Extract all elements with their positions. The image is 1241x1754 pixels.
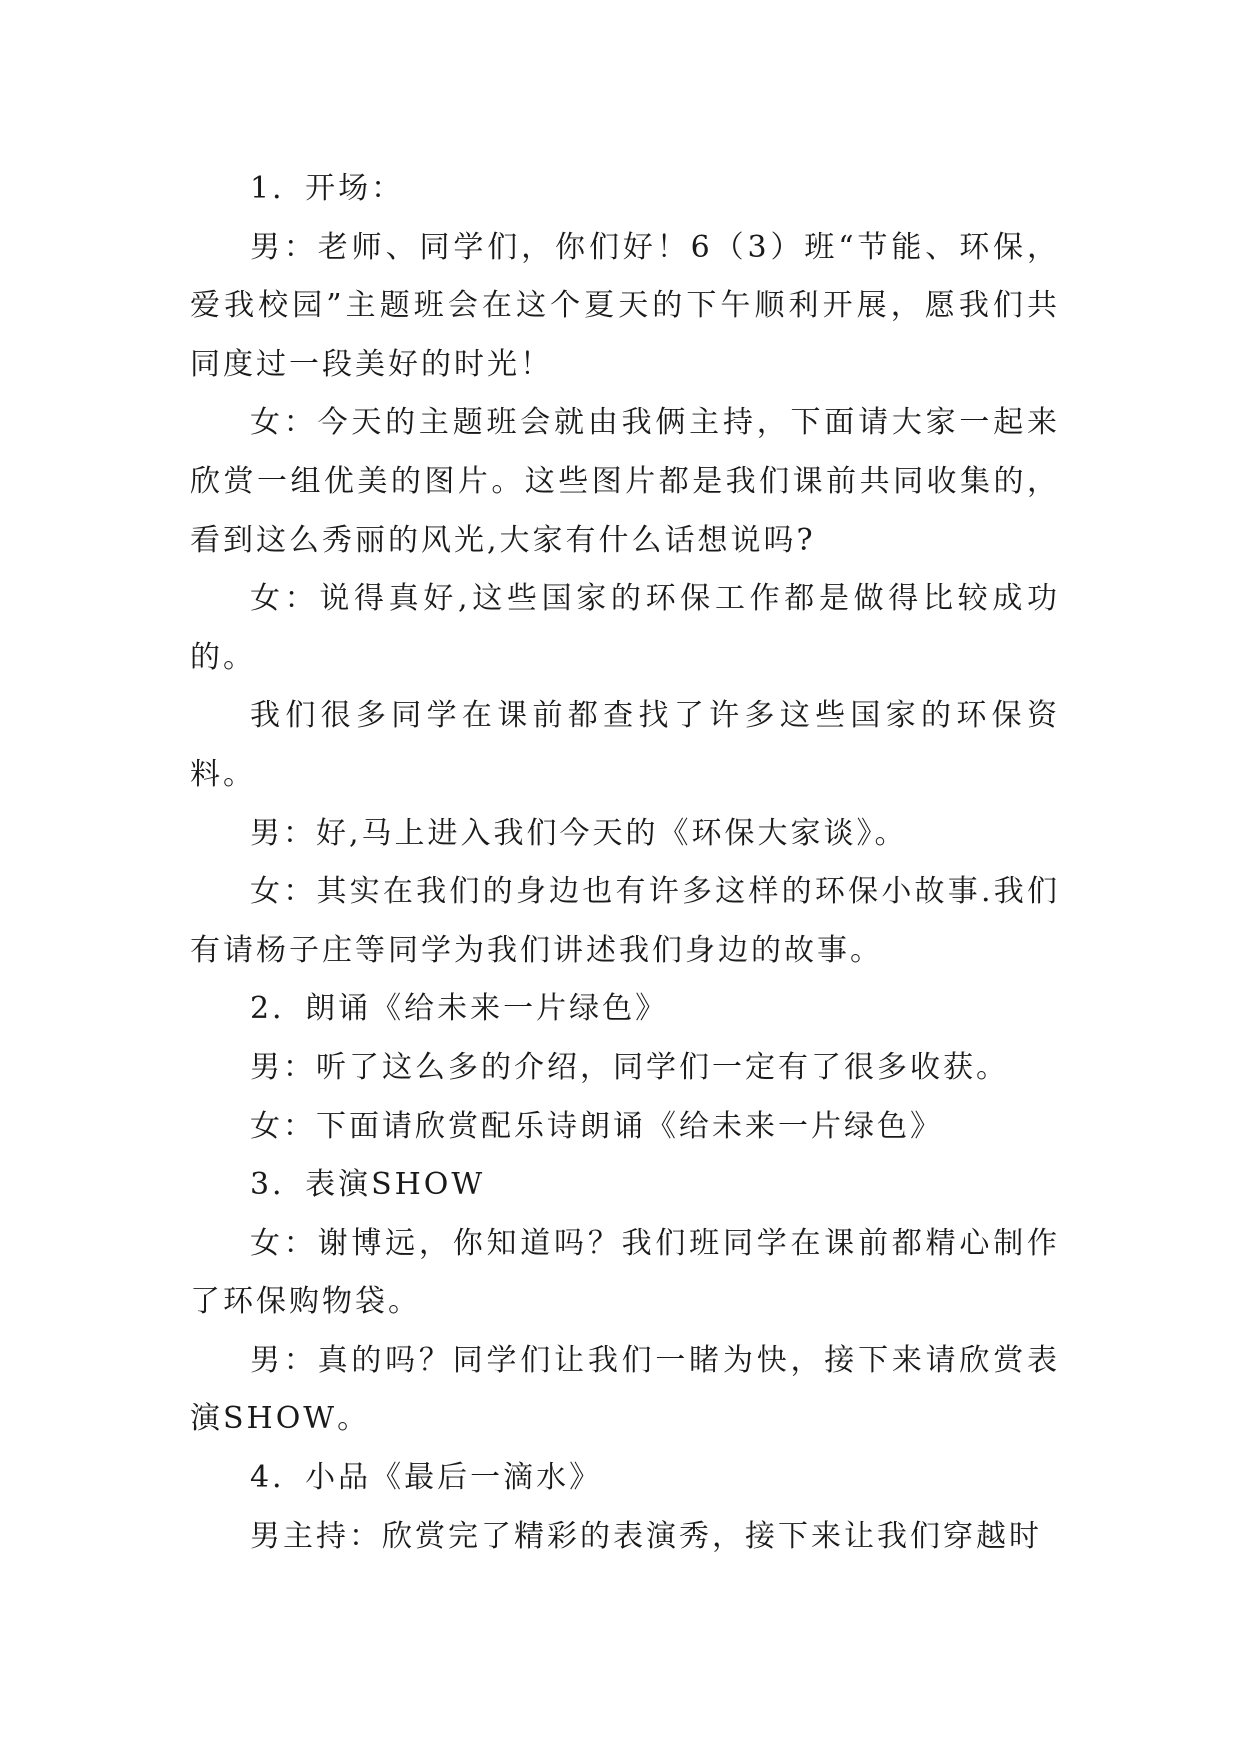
section-heading-show: 3．表演SHOW: [250, 1167, 486, 1203]
dialogue-paragraph: 男：听了这么多的介绍，同学们一定有了很多收获。: [250, 1049, 1009, 1085]
dialogue-paragraph: 男：真的吗？同学们让我们一睹为快，接下来请欣赏表演SHOW。: [190, 1342, 1060, 1437]
dialogue-paragraph: 男：老师、同学们，你们好！6（3）班“节能、环保，爱我校园”主题班会在这个夏天的下午顺利开展，愿我们共同度过一段美好的时光！: [190, 229, 1060, 382]
dialogue-paragraph: 女：下面请欣赏配乐诗朗诵《给未来一片绿色》: [250, 1108, 943, 1144]
document-body: [190, 160, 1060, 1566]
section-heading-skit: 4．小品《最后一滴水》: [250, 1460, 603, 1496]
dialogue-paragraph: 男：好,马上进入我们今天的《环保大家谈》。: [250, 815, 908, 851]
body-paragraph: 我们很多同学在课前都查找了许多这些国家的环保资料。: [190, 698, 1060, 792]
dialogue-paragraph: 男主持：欣赏完了精彩的表演秀，接下来让我们穿越时: [250, 1518, 1042, 1554]
dialogue-paragraph: 女：其实在我们的身边也有许多这样的环保小故事.我们有请杨子庄等同学为我们讲述我们身边的故事。: [190, 874, 1060, 968]
section-heading-opening: 1．开场：: [250, 171, 405, 206]
dialogue-paragraph: 女：今天的主题班会就由我俩主持，下面请大家一起来欣赏一组优美的图片。这些图片都是我们课前共同收集的，看到这么秀丽的风光,大家有什么话想说吗?: [190, 405, 1060, 558]
dialogue-paragraph: 女：谢博远，你知道吗？我们班同学在课前都精心制作了环保购物袋。: [190, 1225, 1060, 1320]
section-heading-recitation: 2．朗诵《给未来一片绿色》: [250, 991, 669, 1027]
dialogue-paragraph: 女：说得真好,这些国家的环保工作都是做得比较成功的。: [190, 581, 1060, 675]
